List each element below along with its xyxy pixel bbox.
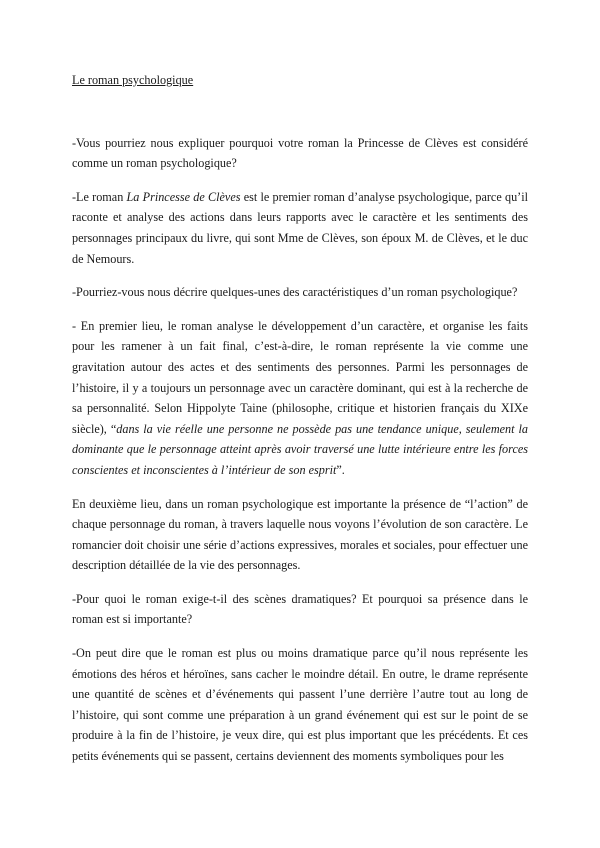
answer-3: -On peut dire que le roman est plus ou moins dramatique parce qu’il nous représente les émotions des héros et héroïnes, sans cacher le moindre détail. En outre, le drame représente une quantité de scènes et d’événements qui passent l’une derrière l’autre tout au long de l’histoire, qui sont comme une préparation à un grand événement qui est sur le point de se produire à la fin de l’histoire, je veux dire, qui est plus important que les précédents. Et ces petits événements qui se passent, certains deviennent des moments symboliques pour les — [72, 646, 528, 764]
answer-2 — [72, 316, 528, 481]
question-3: -Pour quoi le roman exige-t-il des scènes dramatiques? Et pourquoi sa présence dans le roman est si importante? — [72, 591, 528, 627]
question-1: -Vous pourriez nous expliquer pourquoi votre roman la Princesse de Clèves est considéré comme un roman psychologique? — [72, 135, 528, 171]
answer-1 — [72, 187, 528, 269]
answer-2-continued: En deuxième lieu, dans un roman psychologique est importante la présence de “l’action” de chaque personnage du roman, à travers laquelle nous voyons l’évolution de son caractère. Le romancier doit choisir une série d’actions expressives, morales et sociales, pour effectuer une description détaillée de la vie des personnages. — [72, 496, 528, 573]
document-body — [72, 70, 528, 780]
document-title: Le roman psychologique — [72, 73, 194, 87]
answer-1-text-start: -Le roman — [72, 189, 127, 204]
question-2: -Pourriez-vous nous décrire quelques-unes des caractéristiques d’un roman psychologique? — [72, 285, 518, 300]
answer-2-text-end: ”. — [336, 462, 345, 477]
book-title-italic: La Princesse de Clèves — [126, 189, 241, 204]
taine-quote-italic: dans la vie réelle une personne ne possède pas une tendance unique, seulement la dominante que le personnage atteint après avoir traversé une lutte intérieure entre les forces conscientes et inconscientes à l’intérieur de son esprit — [72, 421, 528, 477]
answer-1-text-end: est le premier roman d’analyse psychologique, parce qu’il raconte et analyse des actions dans leurs rapports avec le caractère et les sentiments des personnages principaux du livre, qui sont Mme de Clèves, son époux M. de Clèves, et le duc de Nemours. — [72, 189, 528, 266]
answer-2-text-start: - En premier lieu, le roman analyse le développement d’un caractère, et organise les faits pour les ramener à un fait final, c’est-à-dire, le roman représente la vie comme une gravitation autour des actes et des sentiments des personnes. Parmi les personnages de l’histoire, il y a toujours un personnage avec un caractère dominant, qui est à la recherche de sa personnalité. Selon Hippolyte Taine (philosophe, critique et historien français du XIXe siècle), “ — [72, 318, 528, 436]
